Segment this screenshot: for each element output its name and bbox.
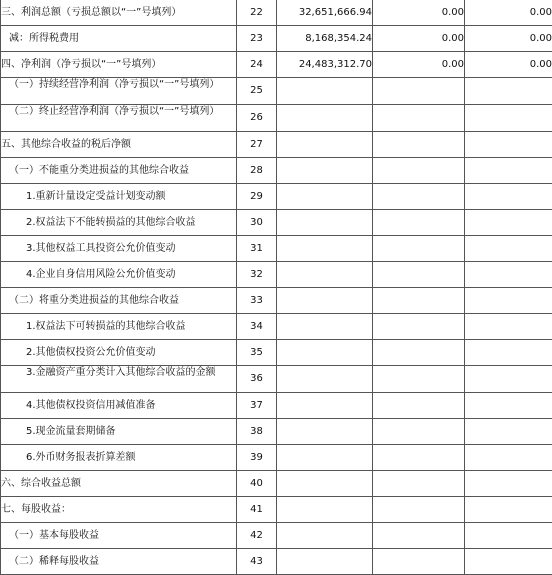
item-cell: 6.外币财务报表折算差额 <box>1 445 237 471</box>
line-number-cell: 36 <box>237 366 277 393</box>
item-cell: 5.现金流量套期储备 <box>1 419 237 445</box>
line-number-cell: 24 <box>237 52 277 78</box>
third-amount-cell <box>465 210 552 236</box>
third-amount-cell <box>465 393 552 419</box>
table-row <box>1 210 552 236</box>
line-number-cell: 25 <box>237 78 277 105</box>
table-row <box>1 445 552 471</box>
line-number-cell: 34 <box>237 314 277 340</box>
item-cell: （二）将重分类进损益的其他综合收益 <box>1 288 237 314</box>
prior-amount-cell <box>373 445 465 471</box>
third-amount-cell <box>465 497 552 523</box>
item-cell: （二）稀释每股收益 <box>1 549 237 575</box>
current-amount-cell <box>277 471 373 497</box>
current-amount-cell <box>277 236 373 262</box>
item-cell: 2.其他债权投资公允价值变动 <box>1 340 237 366</box>
table-row <box>1 314 552 340</box>
third-amount-cell <box>465 184 552 210</box>
item-cell: 减：所得税费用 <box>1 26 237 52</box>
current-amount-cell <box>277 340 373 366</box>
prior-amount-cell <box>373 419 465 445</box>
third-amount-cell <box>465 366 552 393</box>
item-cell: 3.金融资产重分类计入其他综合收益的金额 <box>1 366 237 393</box>
item-cell: 1.重新计量设定受益计划变动额 <box>1 184 237 210</box>
prior-amount-cell <box>373 262 465 288</box>
current-amount-cell <box>277 523 373 549</box>
prior-amount-cell <box>373 288 465 314</box>
current-amount-cell: 8,168,354.24 <box>277 26 373 52</box>
table-row <box>1 184 552 210</box>
line-number-cell: 22 <box>237 0 277 26</box>
line-number-cell: 30 <box>237 210 277 236</box>
prior-amount-cell <box>373 549 465 575</box>
prior-amount-cell <box>373 497 465 523</box>
third-amount-cell: 0.00 <box>465 0 552 26</box>
item-cell: 六、综合收益总额 <box>1 471 237 497</box>
item-cell: 4.其他债权投资信用减值准备 <box>1 393 237 419</box>
third-amount-cell <box>465 262 552 288</box>
prior-amount-cell <box>373 132 465 158</box>
current-amount-cell <box>277 314 373 340</box>
table-row <box>1 262 552 288</box>
line-number-cell: 39 <box>237 445 277 471</box>
line-number-cell: 26 <box>237 105 277 132</box>
prior-amount-cell <box>373 523 465 549</box>
current-amount-cell <box>277 288 373 314</box>
current-amount-cell <box>277 184 373 210</box>
prior-amount-cell <box>373 314 465 340</box>
prior-amount-cell: 0.00 <box>373 26 465 52</box>
line-number-cell: 23 <box>237 26 277 52</box>
current-amount-cell <box>277 132 373 158</box>
prior-amount-cell: 0.00 <box>373 52 465 78</box>
line-number-cell: 43 <box>237 549 277 575</box>
table-row <box>1 158 552 184</box>
third-amount-cell <box>465 158 552 184</box>
third-amount-cell <box>465 340 552 366</box>
third-amount-cell <box>465 132 552 158</box>
income-statement-body <box>1 0 552 575</box>
current-amount-cell <box>277 445 373 471</box>
table-row <box>1 78 552 105</box>
line-number-cell: 35 <box>237 340 277 366</box>
third-amount-cell: 0.00 <box>465 52 552 78</box>
line-number-cell: 31 <box>237 236 277 262</box>
line-number-cell: 33 <box>237 288 277 314</box>
current-amount-cell: 32,651,666.94 <box>277 0 373 26</box>
table-row <box>1 549 552 575</box>
third-amount-cell <box>465 523 552 549</box>
line-number-cell: 27 <box>237 132 277 158</box>
prior-amount-cell <box>373 78 465 105</box>
current-amount-cell <box>277 393 373 419</box>
table-row <box>1 366 552 393</box>
current-amount-cell <box>277 262 373 288</box>
current-amount-cell <box>277 549 373 575</box>
item-cell: 2.权益法下不能转损益的其他综合收益 <box>1 210 237 236</box>
prior-amount-cell: 0.00 <box>373 0 465 26</box>
table-row <box>1 523 552 549</box>
line-number-cell: 40 <box>237 471 277 497</box>
third-amount-cell <box>465 419 552 445</box>
table-row <box>1 0 552 26</box>
current-amount-cell <box>277 366 373 393</box>
line-number-cell: 28 <box>237 158 277 184</box>
table-row <box>1 340 552 366</box>
line-number-cell: 38 <box>237 419 277 445</box>
prior-amount-cell <box>373 393 465 419</box>
item-cell: 三、利润总额（亏损总额以“一”号填列） <box>1 0 237 26</box>
current-amount-cell <box>277 210 373 236</box>
line-number-cell: 41 <box>237 497 277 523</box>
table-row <box>1 288 552 314</box>
item-cell: 4.企业自身信用风险公允价值变动 <box>1 262 237 288</box>
third-amount-cell <box>465 236 552 262</box>
table-row <box>1 26 552 52</box>
table-row <box>1 52 552 78</box>
item-cell: 七、每股收益： <box>1 497 237 523</box>
item-cell: （二）终止经营净利润（净亏损以“一”号填列） <box>1 105 237 132</box>
item-cell: 五、其他综合收益的税后净额 <box>1 132 237 158</box>
line-number-cell: 37 <box>237 393 277 419</box>
current-amount-cell <box>277 158 373 184</box>
third-amount-cell: 0.00 <box>465 26 552 52</box>
table-row <box>1 132 552 158</box>
current-amount-cell <box>277 78 373 105</box>
third-amount-cell <box>465 78 552 105</box>
table-row <box>1 236 552 262</box>
table-row <box>1 497 552 523</box>
third-amount-cell <box>465 445 552 471</box>
prior-amount-cell <box>373 236 465 262</box>
current-amount-cell <box>277 419 373 445</box>
current-amount-cell: 24,483,312.70 <box>277 52 373 78</box>
item-cell: 3.其他权益工具投资公允价值变动 <box>1 236 237 262</box>
third-amount-cell <box>465 288 552 314</box>
third-amount-cell <box>465 314 552 340</box>
third-amount-cell <box>465 549 552 575</box>
prior-amount-cell <box>373 105 465 132</box>
prior-amount-cell <box>373 184 465 210</box>
prior-amount-cell <box>373 158 465 184</box>
third-amount-cell <box>465 471 552 497</box>
line-number-cell: 42 <box>237 523 277 549</box>
prior-amount-cell <box>373 366 465 393</box>
current-amount-cell <box>277 497 373 523</box>
line-number-cell: 29 <box>237 184 277 210</box>
table-row <box>1 105 552 132</box>
item-cell: 1.权益法下可转损益的其他综合收益 <box>1 314 237 340</box>
item-cell: （一）持续经营净利润（净亏损以“一”号填列） <box>1 78 237 105</box>
item-cell: （一）基本每股收益 <box>1 523 237 549</box>
prior-amount-cell <box>373 471 465 497</box>
third-amount-cell <box>465 105 552 132</box>
table-row <box>1 419 552 445</box>
item-cell: 四、净利润（净亏损以“一”号填列） <box>1 52 237 78</box>
table-row <box>1 393 552 419</box>
table-row <box>1 471 552 497</box>
prior-amount-cell <box>373 210 465 236</box>
item-cell: （一）不能重分类进损益的其他综合收益 <box>1 158 237 184</box>
prior-amount-cell <box>373 340 465 366</box>
current-amount-cell <box>277 105 373 132</box>
line-number-cell: 32 <box>237 262 277 288</box>
